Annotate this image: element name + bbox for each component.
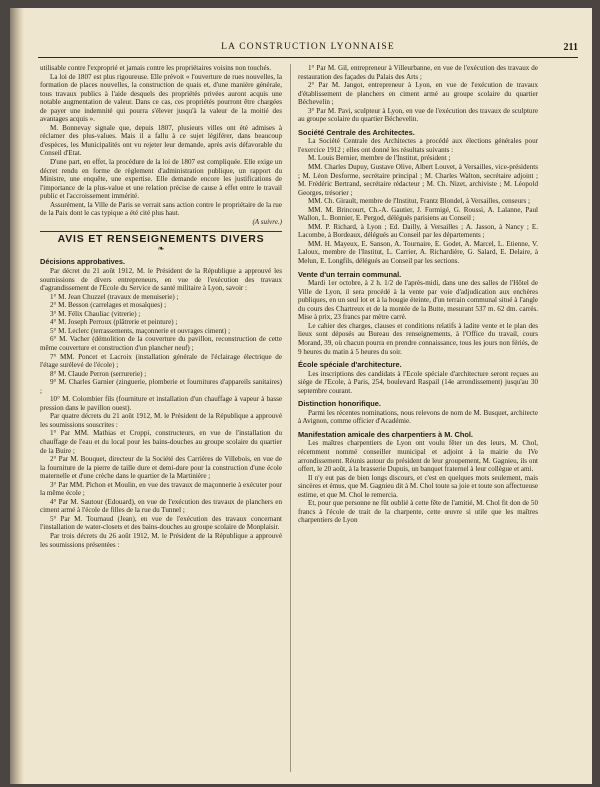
- list-item: 3° Par M. Pavi, sculpteur à Lyon, en vue de l'exécution des travaux de sculpture au groupe scolaire du quartier Béchevelin.: [298, 106, 538, 124]
- paragraph: Les inscriptions des candidats à l'Ecole spéciale d'architecture seront reçues au siège de l'Ecole, à Paris, 254, boulevard Raspail (14e arrondissement) jusqu'au 30 septembre courant.: [298, 369, 538, 395]
- list-item: 8° M. Claude Perron (serrurerie) ;: [50, 369, 147, 378]
- heading-distinction: Distinction honorifique.: [298, 399, 381, 409]
- list-item: 4° M. Joseph Perroux (plâtrerie et peinture) ;: [50, 318, 178, 327]
- section-rule: [40, 231, 282, 232]
- list-item: 1° Par MM. Mathias et Croppi, constructeurs, en vue de l'installation du chauffage de l'eau et du local pour les bains-douches au groupe scolaire du quartier de la Buire ;: [40, 429, 282, 455]
- paragraph: Par décret du 21 août 1912, M. le Président de la République a approuvé les soumissions de divers entrepreneurs, en vue de l'exécution des travaux d'agrandissement de l'Ecole du Service de santé militaire à Lyon, savoir :: [40, 267, 282, 293]
- list-item: 6° M. Vacher (démolition de la couverture du pavillon, reconstruction de cette même couverture et construction d'un plancher neuf) ;: [40, 335, 282, 352]
- list-item: 3° Par MM. Pichon et Moulin, en vue des travaux de maçonnerie à exécuter pour la même école ;: [40, 480, 282, 498]
- list-item: 7° MM. Poncet et Lacroix (installation générale de l'éclairage électrique de l'étage surélevé de l'école) ;: [40, 352, 282, 370]
- running-header: [38, 42, 578, 56]
- right-column: [298, 64, 538, 780]
- page-number: 211: [563, 42, 578, 53]
- column-divider: [290, 64, 291, 772]
- list-item: 9° M. Charles Garnier (zinguerie, plomberie et fournitures d'appareils sanitaires) ;: [40, 378, 282, 395]
- paragraph: Parmi les récentes nominations, nous relevons de nom de M. Busquet, architecte à Avignon, comme officier d'Académie.: [298, 408, 538, 426]
- list-item: 5° Par M. Tournaud (Jean), en vue de l'exécution des travaux concernant l'installation de water-closets et des bains-douches au groupe scolaire de Monplaisir.: [40, 514, 282, 532]
- header-rule: [38, 57, 578, 58]
- list-item: 3° M. Félix Chauliac (vitrerie) ;: [50, 309, 141, 318]
- paragraph: Les maîtres charpentiers de Lyon ont voulu fêter un des leurs, M. Chol, récemment nommé conseiller municipal et adjoint à la mairie du IVe arrondissement. Réunis autour du président de leur groupement, M. Gagnieu, ils ont offert, le 20 août, à la brasserie Dupuis, un banquet fraternel à leur collègue et ami.: [298, 439, 538, 474]
- journal-title: LA CONSTRUCTION LYONNAISE: [221, 42, 395, 52]
- paragraph: Par quatre décrets du 21 août 1912, M. le Président de la République a approuvé les soumissions souscrites :: [40, 412, 282, 429]
- heading-ecole: École spéciale d'architecture.: [298, 360, 402, 370]
- list-item: M. Louis Bernier, membre de l'Institut, président ;: [308, 154, 451, 163]
- paragraph: D'une part, en effet, la procédure de la loi de 1807 est compliquée. Elle exige un décret rendu en forme de règlement d'administration publique, un rapport du Ministre, une enquête, une expertise. Elle demande encore les justifications de l'importance de la plus-value et une relation précise de cause à effet entre le travail public et l'accroissement immérité.: [40, 158, 282, 201]
- paragraph: La loi de 1807 est plus rigoureuse. Elle prévoit « l'ouverture de rues nouvelles, la formation de places nouvelles, la construction de quais et, d'une manière générale, tous travaux publics à l'aide desquels des propriétés privées auront acquis une notable augmentation de valeur. Dans ce cas, ces propriétés pourront être chargées de payer une indemnité qui pourra s'élever jusqu'à la valeur de la moitié des avantages acquis ».: [40, 72, 282, 124]
- paragraph: utilisable contre l'exproprié et jamais contre les propriétaires voisins non touchés.: [40, 64, 272, 72]
- section-title: AVIS ET RENSEIGNEMENTS DIVERS: [57, 233, 265, 246]
- list-item: 2° Par M. Bouquet, directeur de la Société des Carrières de Villebois, en vue de la fourniture de la pierre de taille dure et demi-dure pour la construction d'une école maternelle et d'une crèche dans le quartier de la Martinière ;: [40, 455, 282, 481]
- list-item: 1° M. Jean Chuzzel (travaux de menuiserie) ;: [50, 292, 179, 301]
- list-item: MM. H. Mayeux, E. Sanson, A. Tournaire, E. Godet, A. Marcel, L. Etienne, V. Laloux, membre de l'Institut, L. Carrier, A. Richardière, G. Salard, E. Delaire, à Melun, E. Longfils, délégués au Conseil par les sections.: [298, 239, 538, 266]
- paragraph: Assurément, la Ville de Paris se verrait sans action contre le propriétaire de la rue de la Paix dont le cas typique a été cité plus haut.: [40, 200, 282, 218]
- list-item: 5° M. Leclerc (terrassements, maçonnerie et ouvrages ciment) ;: [50, 326, 231, 335]
- paragraph: Il n'y eut pas de bien longs discours, et c'est en quelques mots seulement, mais sincères et émus, que M. Gagnieu dit à M. Chol toute sa joie et toute son affectueuse estime, et que M. Chol le remercia.: [298, 473, 538, 499]
- heading-vente: Vente d'un terrain communal.: [298, 269, 402, 279]
- ornament-icon: ❧: [157, 243, 165, 253]
- paragraph: Par trois décrets du 26 août 1912, M. le Président de la République a approuvé les soumissions présentées :: [40, 531, 282, 549]
- heading-societe: Société Centrale des Architectes.: [298, 127, 415, 137]
- list-item: 2° M. Besson (carrelages et mosaïques) ;: [50, 301, 167, 310]
- list-item: MM. P. Richard, à Lyon ; Ed. Dailly, à Versailles ; A. Jasson, à Nancy ; E. Lacombe, à Bordeaux, délégués au Conseil par les départements ;: [298, 222, 538, 240]
- page: [10, 8, 592, 784]
- paragraph: Le cahier des charges, clauses et conditions relatifs à ladite vente et le plan des lieux sont déposés au Bureau des renseignements, à l'Office du travail, cours Morand, 39, où chacun pourra en prendre connaissance, tous les jours non fériés, de 9 heures du matin à 5 heures du soir.: [298, 321, 538, 356]
- list-item: MM. Charles Dupuy, Gustave Olive, Albert Louvet, à Versailles, vice-présidents ; M. Léon Desforme, secrétaire principal ; M. Charles Walton, secrétaire adjoint ; M. Frédéric Bertrand, secrétaire rédacteur ; M. Ch. Nizet, archiviste ; M. Léopold Georges, trésorier ;: [298, 163, 538, 197]
- list-item: 10° M. Colombier fils (fourniture et installation d'un chauffage à vapeur à basse pression dans le pavillon ouest).: [40, 395, 282, 412]
- paragraph: M. Bonnevay signale que, depuis 1807, plusieurs villes ont été admises à réclamer des plus-values. Mais il a fallu à ce sujet légiférer, dans beaucoup d'espèces, les Municipalités ont vu rejeter leur demande, après avis défavorable du Conseil d'Etat.: [40, 123, 282, 158]
- list-item: 1° Par M. Gil, entrepreneur à Villeurbanne, en vue de l'exécution des travaux de restauration des façades du Palais des Arts ;: [298, 64, 538, 81]
- to-be-continued: (A suivre.): [252, 217, 282, 226]
- paragraph: La Société Centrale des Architectes a procédé aux élections générales pour l'exercice 1912 ; elles ont donné les résultats suivants :: [298, 137, 538, 154]
- paragraph: Et, pour que personne ne fût oublié à cette fête de l'amitié, M. Chol fit don de 50 francs à l'école de trait de la charpente, cette œuvre si utile que les maîtres charpentiers de Lyon: [298, 499, 538, 525]
- list-item: 2° Par M. Jangot, entrepreneur à Lyon, en vue de l'exécution de travaux d'établissement de planchers en ciment armé au groupe scolaire du quartier Béchevelin ;: [298, 81, 538, 107]
- list-item: 4° Par M. Sautour (Edouard), en vue de l'exécution des travaux de planchers en ciment armé à l'école de filles de la rue du Tunnel ;: [40, 497, 282, 515]
- list-item: MM. M. Brincourt, Ch.-A. Gautier, J. Formigé, G. Roussi, A. Lalanne, Paul Wallon, L. Bonnier, E. Pergod, délégués parisiens au Conseil ;: [298, 205, 538, 223]
- heading-manifestation: Manifestation amicale des charpentiers à M. Chol.: [298, 429, 473, 439]
- paragraph: Mardi 1er octobre, à 2 h. 1/2 de l'après-midi, dans une des salles de l'Hôtel de Ville de Lyon, il sera procédé à la vente par voie d'adjudication aux enchères publiques, en un seul lot et à la bougie éteinte, d'un terrain communal situé à l'angle du cours des Chartreux et de la montée de la Butte, mesurant 537 m. 62 dm. carrés. Mise à prix, 23 francs par mètre carré.: [298, 279, 538, 322]
- heading-decisions: Décisions approbatives.: [40, 257, 126, 267]
- left-column: [40, 64, 282, 780]
- binding-gutter: [10, 8, 24, 784]
- list-item: MM. Ch. Girault, membre de l'Institut, Frantz Blondel, à Versailles, censeurs ;: [308, 197, 530, 206]
